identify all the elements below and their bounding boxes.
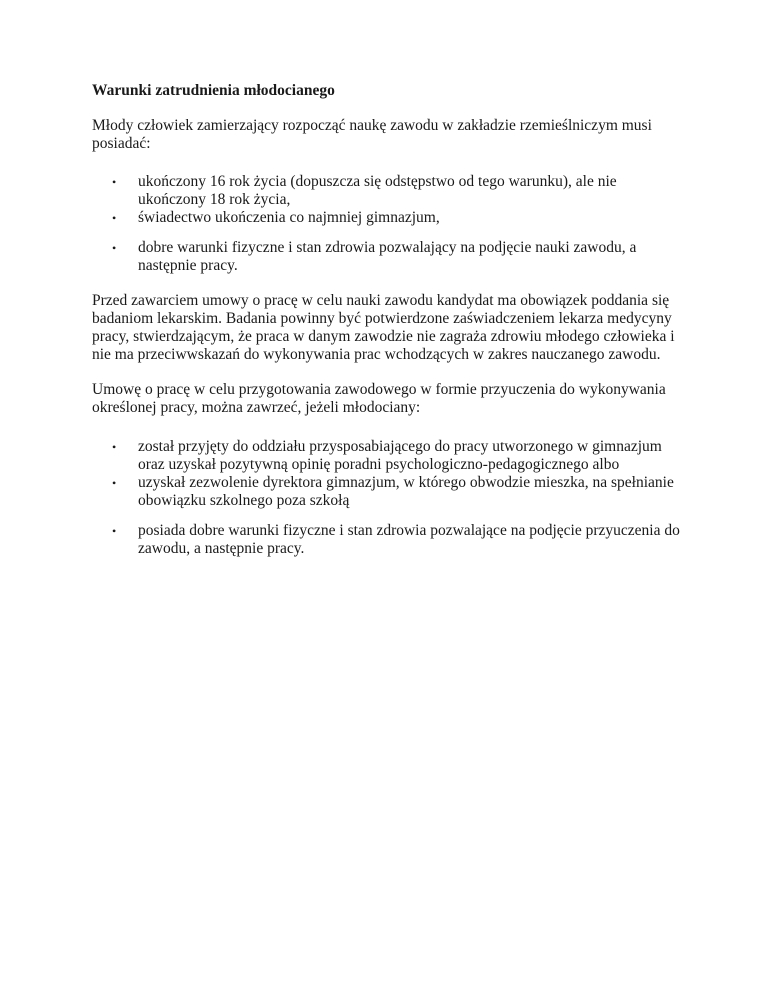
intro-paragraph: Młody człowiek zamierzający rozpocząć naukę zawodu w zakładzie rzemieślniczym musi posiadać: xyxy=(92,117,652,152)
bullet-icon: • xyxy=(112,175,117,189)
list-item-text: dobre warunki fizyczne i stan zdrowia pozwalający na podjęcie nauki zawodu, a następnie pracy. xyxy=(138,239,637,274)
list-item-text: uzyskał zezwolenie dyrektora gimnazjum, w którego obwodzie mieszka, na spełnianie obowiązku szkolnego poza szkołą xyxy=(138,474,674,509)
bullet-icon: • xyxy=(112,476,117,490)
bullet-icon: • xyxy=(112,211,117,225)
bullet-icon: • xyxy=(112,241,117,255)
list-item xyxy=(92,209,682,227)
medical-exam-paragraph: Przed zawarciem umowy o pracę w celu nauki zawodu kandydat ma obowiązek poddania się badaniom lekarskim. Badania powinny być potwierdzone zaświadczeniem lekarza medycyny pracy, stwierdzającym, że praca w danym zawodzie nie zagraża zdrowiu młodego człowieka i nie ma przeciwwskazań do wykonywania prac wchodzących w zakres nauczanego zawodu. xyxy=(92,292,675,363)
list-item-text: ukończony 16 rok życia (dopuszcza się odstępstwo od tego warunku), ale nie ukończony 18 rok życia, xyxy=(138,173,617,208)
requirements-list xyxy=(92,173,682,275)
list-item xyxy=(92,438,682,474)
conditions-list xyxy=(92,438,682,558)
bullet-icon: • xyxy=(112,440,117,454)
list-item xyxy=(92,239,682,275)
list-item-text: posiada dobre warunki fizyczne i stan zdrowia pozwalające na podjęcie przyuczenia do zawodu, a następnie pracy. xyxy=(138,522,680,557)
list-item-text: świadectwo ukończenia co najmniej gimnazjum, xyxy=(138,209,440,226)
page-title: Warunki zatrudnienia młodocianego xyxy=(92,82,335,99)
bullet-icon: • xyxy=(112,524,117,538)
list-item xyxy=(92,173,682,209)
list-item-text: został przyjęty do oddziału przysposabiającego do pracy utworzonego w gimnazjum oraz uzyskał pozytywną opinię poradni psychologiczno-pedagogicznego albo xyxy=(138,438,662,473)
list-item xyxy=(92,522,682,558)
document-body xyxy=(92,82,682,558)
contract-paragraph: Umowę o pracę w celu przygotowania zawodowego w formie przyuczenia do wykonywania określonej pracy, można zawrzeć, jeżeli młodociany: xyxy=(92,381,666,416)
list-item xyxy=(92,474,682,510)
